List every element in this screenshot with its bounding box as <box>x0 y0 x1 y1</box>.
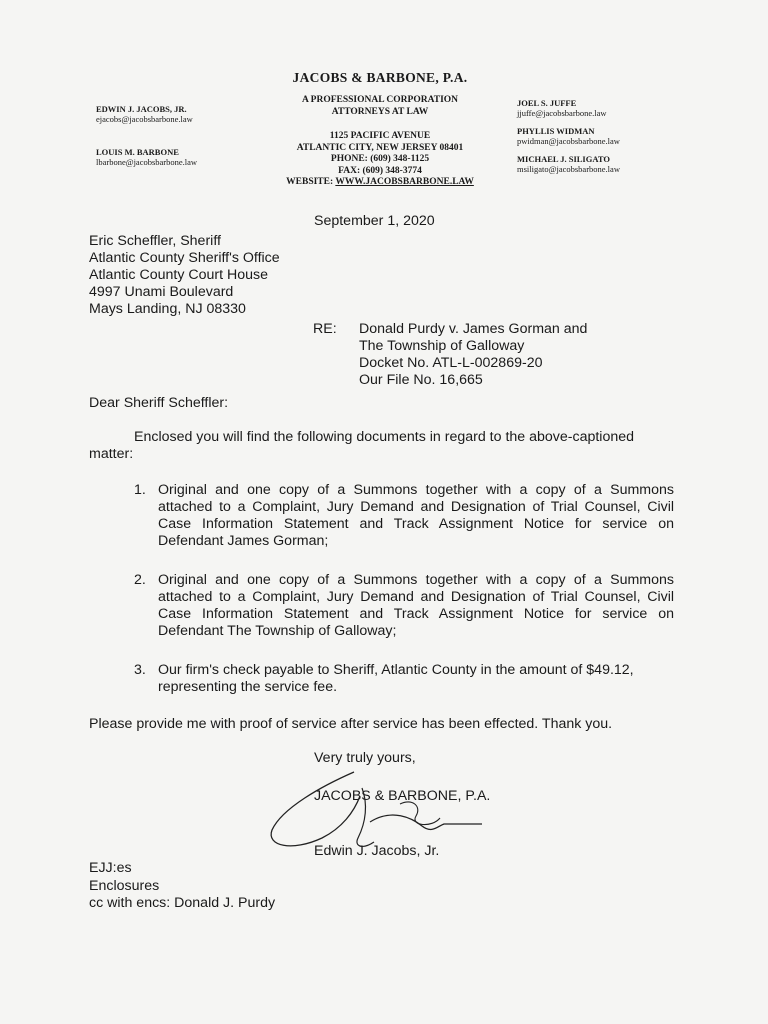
signature-firm: JACOBS & BARBONE, P.A. <box>314 788 491 804</box>
item-text <box>158 482 674 550</box>
item-line: Our firm's check payable to Sheriff, Atlantic County in the amount of $49.12, <box>158 662 634 678</box>
re-line: Docket No. ATL-L-002869-20 <box>359 355 543 371</box>
attorney-name: EDWIN J. JACOBS, JR. <box>96 104 187 114</box>
address-line: FAX: (609) 348-3774 <box>338 165 422 176</box>
address-line: PHONE: (609) 348-1125 <box>330 154 430 164</box>
item-number: 1. <box>134 482 146 498</box>
website-line <box>250 177 510 189</box>
intro-line: Enclosed you will find the following documents in regard to the above-captioned <box>134 429 635 445</box>
attorney-name: LOUIS M. BARBONE <box>96 147 179 157</box>
recipient-line: 4997 Unami Boulevard <box>89 284 234 300</box>
item-text <box>158 662 674 696</box>
firm-description-line: A PROFESSIONAL CORPORATION <box>301 95 459 105</box>
re-block <box>359 321 679 389</box>
salutation: Dear Sheriff Scheffler: <box>89 395 229 411</box>
signer-name: Edwin J. Jacobs, Jr. <box>314 843 440 859</box>
item-line: Original and one copy of a Summons together with a copy of a Summons <box>158 482 674 498</box>
enclosures-note: Enclosures <box>89 877 160 894</box>
attorney-email[interactable]: msiligato@jacobsbarbone.law <box>517 164 620 174</box>
attorney-name: PHYLLIS WIDMAN <box>517 126 595 136</box>
handwritten-signature <box>262 768 492 864</box>
attorney-name: JOEL S. JUFFE <box>517 98 577 108</box>
website-link[interactable]: WWW.JACOBSBARBONE.LAW <box>335 177 474 187</box>
re-line: Donald Purdy v. James Gorman and <box>359 321 588 337</box>
item-line: Case Information Statement and Track Assignment Notice for service on <box>158 606 674 622</box>
left-attorney-list <box>96 104 246 167</box>
attorney-email[interactable]: ejacobs@jacobsbarbone.law <box>96 114 193 124</box>
address-line: 1125 PACIFIC AVENUE <box>329 131 431 141</box>
firm-name: JACOBS & BARBONE, P.A. <box>292 70 468 85</box>
letter-date: September 1, 2020 <box>314 213 435 229</box>
recipient-line: Atlantic County Sheriff's Office <box>89 250 280 266</box>
item-line: attached to a Complaint, Jury Demand and Designation of Trial Counsel, Civil <box>158 589 674 605</box>
recipient-line: Eric Scheffler, Sheriff <box>89 233 221 249</box>
list-item <box>134 482 674 552</box>
item-line: Defendant James Gorman; <box>158 533 329 549</box>
item-number: 2. <box>134 572 146 588</box>
valediction: Very truly yours, <box>314 750 416 766</box>
attorney-name: MICHAEL J. SILIGATO <box>517 154 610 164</box>
list-item <box>134 662 674 698</box>
attorney-email[interactable]: pwidman@jacobsbarbone.law <box>517 136 620 146</box>
item-text <box>158 572 674 640</box>
re-line: The Township of Galloway <box>359 338 525 354</box>
attorney-email[interactable]: jjuffe@jacobsbarbone.law <box>517 108 607 118</box>
firm-address <box>250 131 510 189</box>
item-line: Case Information Statement and Track Assignment Notice for service on <box>158 516 674 532</box>
initials: EJJ:es <box>89 860 132 876</box>
re-label: RE: <box>313 321 337 337</box>
firm-description <box>250 95 510 118</box>
firm-description-line: ATTORNEYS AT LAW <box>331 106 429 117</box>
closing-request: Please provide me with proof of service after service has been effected. Thank you. <box>89 716 613 732</box>
item-line: attached to a Complaint, Jury Demand and Designation of Trial Counsel, Civil <box>158 499 674 515</box>
attorney-email[interactable]: lbarbone@jacobsbarbone.law <box>96 157 198 167</box>
recipient-line: Atlantic County Court House <box>89 267 269 283</box>
item-number: 3. <box>134 662 146 678</box>
recipient-block <box>89 233 349 318</box>
item-line: Defendant The Township of Galloway; <box>158 623 397 639</box>
cc-line: cc with encs: Donald J. Purdy <box>89 895 276 911</box>
intro-line: matter: <box>89 446 134 462</box>
item-line: representing the service fee. <box>158 679 338 695</box>
recipient-line: Mays Landing, NJ 08330 <box>89 301 246 317</box>
item-line: Original and one copy of a Summons together with a copy of a Summons <box>158 572 674 588</box>
address-line: ATLANTIC CITY, NEW JERSEY 08401 <box>296 142 464 153</box>
website-label: WEBSITE: <box>286 177 334 187</box>
right-attorney-list <box>517 98 677 174</box>
footer-block <box>89 860 275 913</box>
re-line: Our File No. 16,665 <box>359 372 483 388</box>
list-item <box>134 572 674 642</box>
